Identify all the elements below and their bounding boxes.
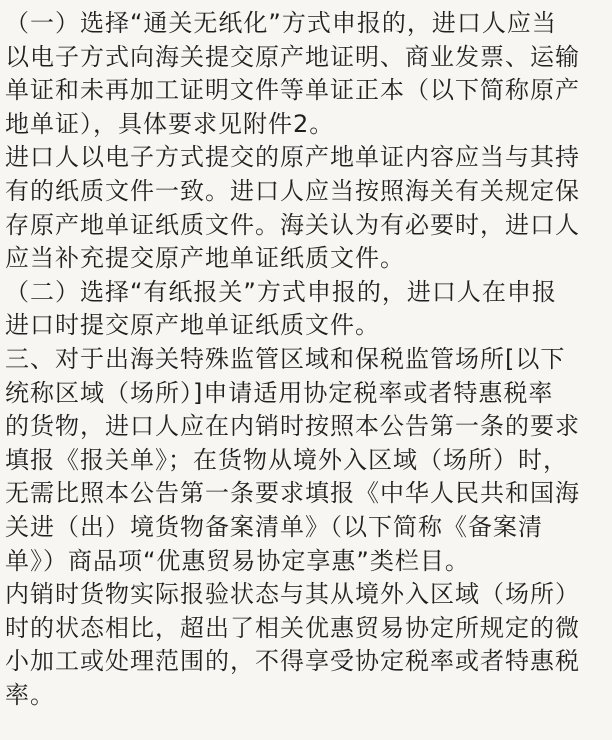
paragraph-electronic-consistency <box>5 141 608 275</box>
text-line: 进口时提交原产地单证纸质文件。 <box>5 311 380 340</box>
text-line: （一）选择“通关无纸化”方式申报的，进口人应当 <box>5 9 557 37</box>
text-line: 统称区域（场所）]申请适用协定税率或者特惠税率 <box>5 378 554 407</box>
text-line: 单》）商品项“优惠贸易协定享惠”类栏目。 <box>5 546 470 575</box>
paragraph-paper-declaration <box>5 276 608 343</box>
text-line: 填报《报关单》；在货物从境外入区域（场所）时， <box>5 445 568 474</box>
text-line: （二）选择“有纸报关”方式申报的，进口人在申报 <box>5 277 557 306</box>
text-line: 以电子方式向海关提交原产地证明、商业发票、运输 <box>5 42 580 71</box>
text-line: 小加工或处理范围的，不得享受协定税率或者特惠税 <box>5 647 580 676</box>
paragraph-domestic-sale-status <box>5 578 608 712</box>
text-line: 单证和未再加工证明文件等单证正本（以下简称原产 <box>5 76 580 105</box>
paragraph-special-supervision-area <box>5 343 608 578</box>
text-line: 存原产地单证纸质文件。海关认为有必要时，进口人 <box>5 210 580 239</box>
text-line: 内销时货物实际报验状态与其从境外入区域（场所） <box>5 580 580 609</box>
text-line: 率。 <box>5 680 55 709</box>
text-line: 应当补充提交原产地单证纸质文件。 <box>5 244 405 273</box>
text-line: 无需比照本公告第一条要求填报《中华人民共和国海 <box>5 479 580 508</box>
text-line: 进口人以电子方式提交的原产地单证内容应当与其持 <box>5 143 580 172</box>
paragraph-declaration-paperless <box>5 7 608 141</box>
text-line: 的货物，进口人应在内销时按照本公告第一条的要求 <box>5 412 580 441</box>
text-line: 有的纸质文件一致。进口人应当按照海关有关规定保 <box>5 176 580 205</box>
text-line: 关进（出）境货物备案清单》（以下简称《备案清 <box>5 512 543 541</box>
text-line: 地单证），具体要求见附件2。 <box>5 109 335 138</box>
text-line: 时的状态相比，超出了相关优惠贸易协定所规定的微 <box>5 613 580 642</box>
text-line: 三、对于出海关特殊监管区域和保税监管场所[以下 <box>5 344 566 373</box>
